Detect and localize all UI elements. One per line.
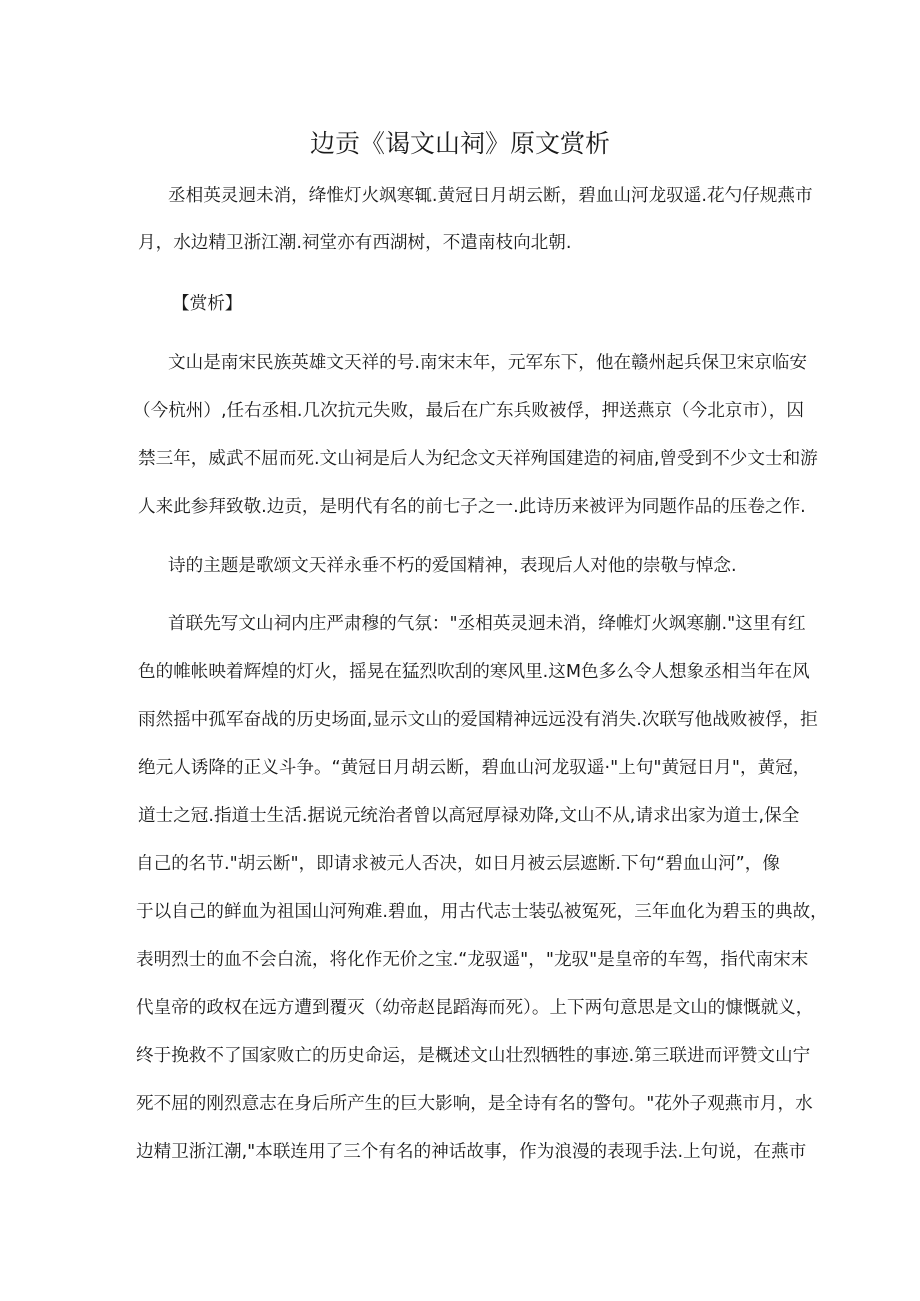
para1-line-2: （今杭州）,任右丞相.几次抗元失败，最后在广东兵败被俘，押送燕京（今北京市），囚 (133, 401, 804, 421)
section-heading: 【赏析】 (172, 294, 243, 314)
para3-line-10: 终于挽救不了国家败亡的历史命运，是概述文山壮烈牺牲的事迹.第三联进而评赞文山宁 (136, 1046, 811, 1066)
para3-line-6: 自己的名节."胡云断"，即请求被元人否决，如日月被云层遮断.下句“碧血山河”，像 (136, 854, 780, 874)
para3-line-1: 首联先写文山祠内庄严肃穆的气氛："丞相英灵迥未消，绛帷灯火飒寒蒯."这里有红 (168, 614, 806, 634)
para3-line-2: 色的帷帐映着辉煌的灯火，摇晃在猛烈吹刮的寒风里.这M色多么令人想象丞相当年在风 (138, 662, 810, 682)
para3-line-11: 死不屈的刚烈意志在身后所产生的巨大影响，是全诗有名的警句。"花外子观燕市月，水 (136, 1094, 813, 1114)
para3-line-4: 绝元人诱降的正义斗争。“黄冠日月胡云断，碧血山河龙驭遥·"上句"黄冠日月"，黄冠， (138, 758, 811, 778)
para3-line-12: 边精卫浙江潮,"本联连用了三个有名的神话故事，作为浪漫的表现手法.上句说，在燕市 (136, 1142, 807, 1162)
para3-line-9: 代皇帝的政权在远方遭到覆灭（幼帝赵昆蹈海而死）。上下两句意思是文山的慷慨就义， (136, 998, 814, 1018)
para1-line-1: 文山是南宋民族英雄文天祥的号.南宋末年，元军东下，他在赣州起兵保卫宋京临安 (168, 353, 807, 373)
para3-line-7: 于以自己的鲜血为祖国山河殉难.碧血，用古代志士装弘被冤死，三年血化为碧玉的典故， (136, 902, 828, 922)
para2-line-1: 诗的主题是歌颂文天祥永垂不朽的爱国精神，表现后人对他的崇敬与悼念. (168, 556, 737, 576)
para3-line-3: 雨然摇中孤军奋战的历史场面,显示文山的爱国精神远远没有消失.次联写他战败被俘，拒 (138, 710, 818, 730)
page-title: 边贡《谒文山祠》原文赏析 (309, 129, 610, 158)
para3-line-5: 道士之冠.指道士生活.据说元统治者曾以高冠厚禄劝降,文山不从,请求出家为道士,保全 (138, 806, 800, 826)
para1-line-3: 禁三年，威武不屈而死.文山祠是后人为纪念文天祥殉国建造的祠庙,曾受到不少文士和游 (138, 449, 818, 469)
poem-line-2: 月，水边精卫浙江潮.祠堂亦有西湖树，不遣南枝向北朝. (138, 233, 572, 253)
para3-line-8: 表明烈士的血不会白流，将化作无价之宝.“龙驭遥"，"龙驭"是皇帝的车驾，指代南宋末 (136, 950, 809, 970)
poem-line-1: 丞相英灵迥未消，绛惟灯火飒寒辄.黄冠日月胡云断，碧血山河龙驭遥.花勺仔规燕市 (168, 186, 813, 206)
para1-line-4: 人来此参拜致敬.边贡，是明代有名的前七子之一.此诗历来被评为同题作品的压卷之作. (138, 497, 806, 517)
